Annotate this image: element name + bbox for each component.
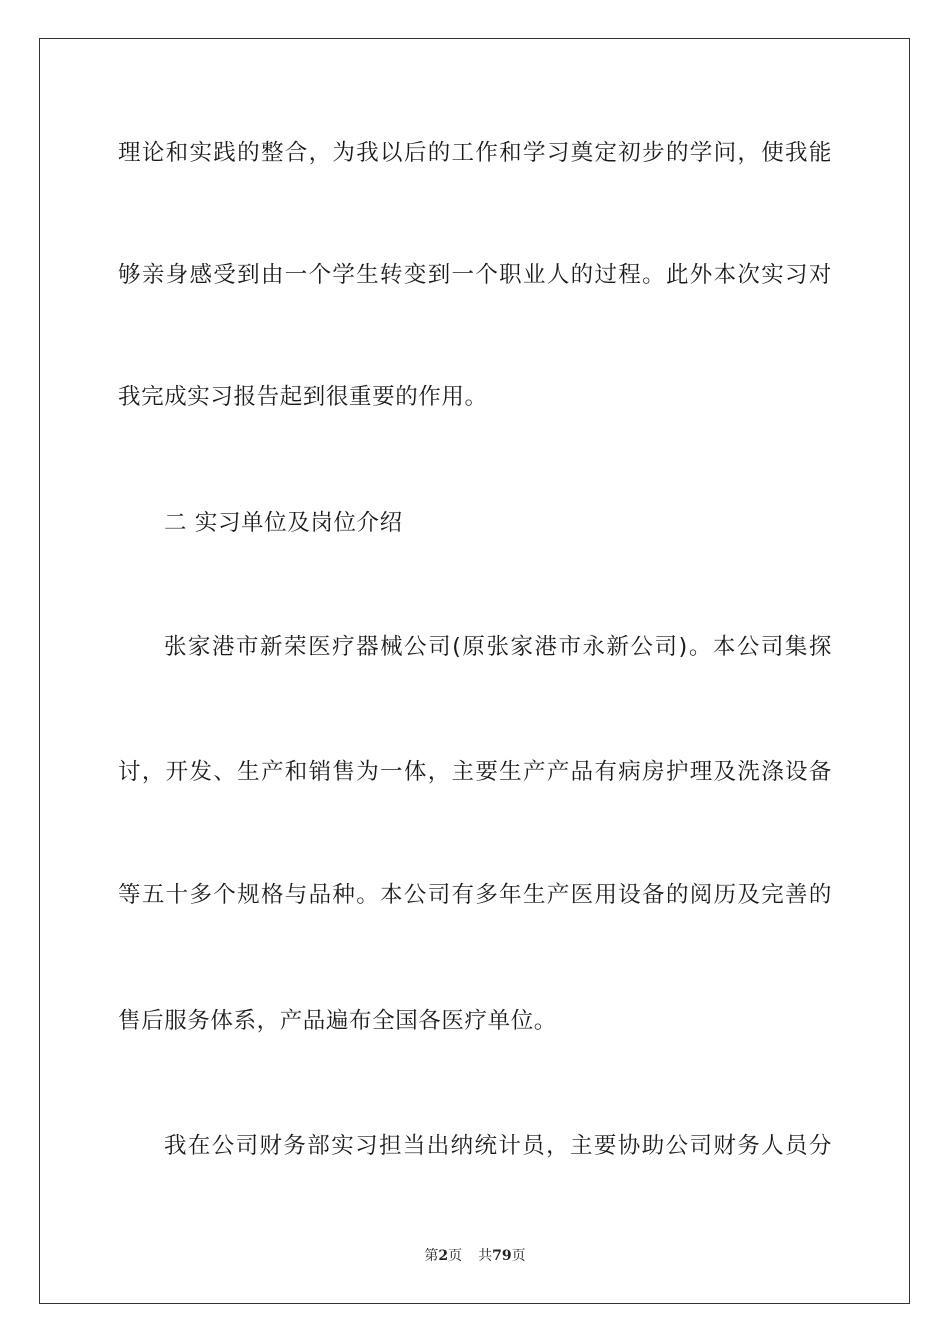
section-heading: 二 实习单位及岗位介绍 [164,510,403,536]
page-prefix: 第 [424,1248,439,1264]
total-suffix: 页 [511,1248,526,1264]
total-pages: 79 [492,1248,512,1264]
total-prefix: 共 [478,1248,493,1264]
page-border [39,38,910,1304]
body-text-line-1: 理论和实践的整合，为我以后的工作和学习奠定初步的学问，使我能 [118,140,832,166]
body-text-line-2: 够亲身感受到由一个学生转变到一个职业人的过程。此外本次实习对 [118,262,832,288]
page-number: 2 [438,1248,449,1264]
body-text-line-7: 等五十多个规格与品种。本公司有多年生产医用设备的阅历及完善的 [118,882,832,908]
page-footer [0,1247,950,1265]
page-suffix: 页 [448,1248,463,1264]
body-text-line-3: 我完成实习报告起到很重要的作用。 [118,384,488,410]
body-text-line-9: 我在公司财务部实习担当出纳统计员，主要协助公司财务人员分 [164,1133,832,1159]
body-text-line-6: 讨，开发、生产和销售为一体，主要生产产品有病房护理及洗涤设备 [118,759,832,785]
body-text-line-8: 售后服务体系，产品遍布全国各医疗单位。 [118,1008,557,1034]
body-text-line-5: 张家港市新荣医疗器械公司(原张家港市永新公司)。本公司集探 [164,634,832,660]
